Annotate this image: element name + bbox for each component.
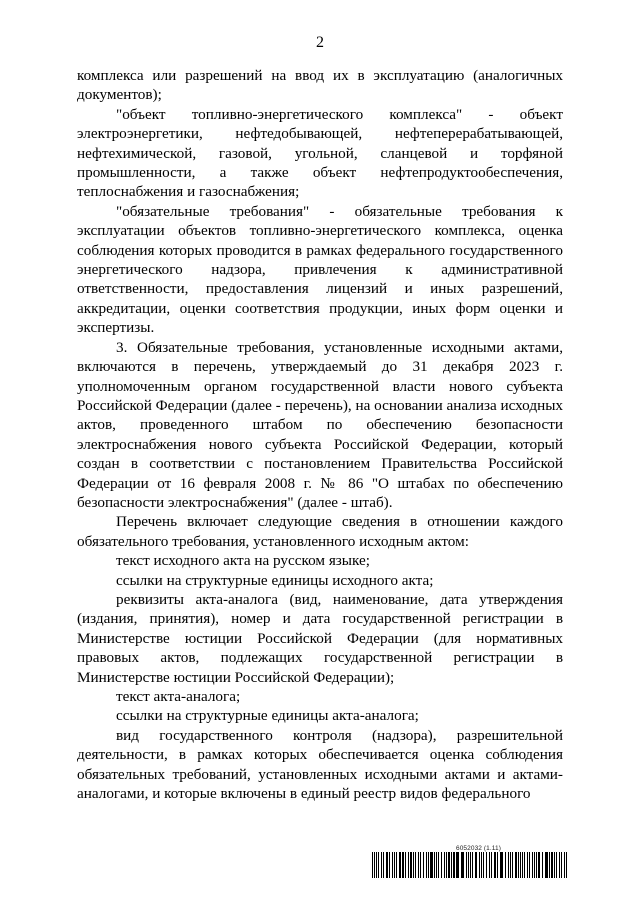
- paragraph: вид государственного контроля (надзора), разрешительной деятельности, в рамках которых обеспечивается оценка соблюдения обязательных требований, установленных исходными актами и актами-аналогами, и которые включены в единый реестр видов федерального: [77, 726, 563, 803]
- document-code: 6052032 (1.11): [456, 845, 502, 852]
- paragraph: "объект топливно-энергетического комплекса" - объект электроэнергетики, нефтедобывающей, нефтеперерабатывающей, нефтехимической, газовой, угольной, сланцевой и торфяной промышленности, а также объект нефтепродуктообеспечения, теплоснабжения и газоснабжения;: [77, 105, 563, 201]
- paragraph: реквизиты акта-аналога (вид, наименование, дата утверждения (издания, принятия), номер и дата государственной регистрации в Министерстве юстиции Российской Федерации (для нормативных правовых актов, подлежащих государственной регистрации в Министерстве юстиции Российской Федерации);: [77, 590, 563, 686]
- paragraph: текст акта-аналога;: [116, 688, 241, 705]
- document-body: [77, 66, 563, 803]
- paragraph: Перечень включает следующие сведения в отношении каждого обязательного требования, установленного исходным актом:: [77, 513, 563, 550]
- paragraph: "обязательные требования" - обязательные требования к эксплуатации объектов топливно-энергетического комплекса, оценка соблюдения которых проводится в рамках федерального государственного энергетического надзора, привлечения к административной ответственности, предоставления лицензий и иных разрешений, аккредитации, оценки соответствия продукции, иных форм оценки и экспертизы.: [77, 202, 563, 337]
- barcode: [372, 852, 568, 878]
- paragraph: комплекса или разрешений на ввод их в эксплуатацию (аналогичных документов);: [77, 67, 563, 104]
- paragraph: 3. Обязательные требования, установленные исходными актами, включаются в перечень, утверждаемый до 31 декабря 2023 г. уполномоченным органом государственной власти нового субъекта Российской Федерации (далее - перечень), на основании анализа исходных актов, проведенного штабом по обеспечению безопасности электроснабжения нового субъекта Российской Федерации, который создан в соответствии с постановлением Правительства Российской Федерации от 16 февраля 2008 г. № 86 "О штабах по обеспечению безопасности электроснабжения" (далее - штаб).: [77, 338, 563, 511]
- paragraph: ссылки на структурные единицы акта-аналога;: [116, 707, 419, 725]
- paragraph: текст исходного акта на русском языке;: [116, 552, 370, 570]
- page-number: 2: [316, 34, 324, 51]
- paragraph: ссылки на структурные единицы исходного акта;: [116, 571, 434, 589]
